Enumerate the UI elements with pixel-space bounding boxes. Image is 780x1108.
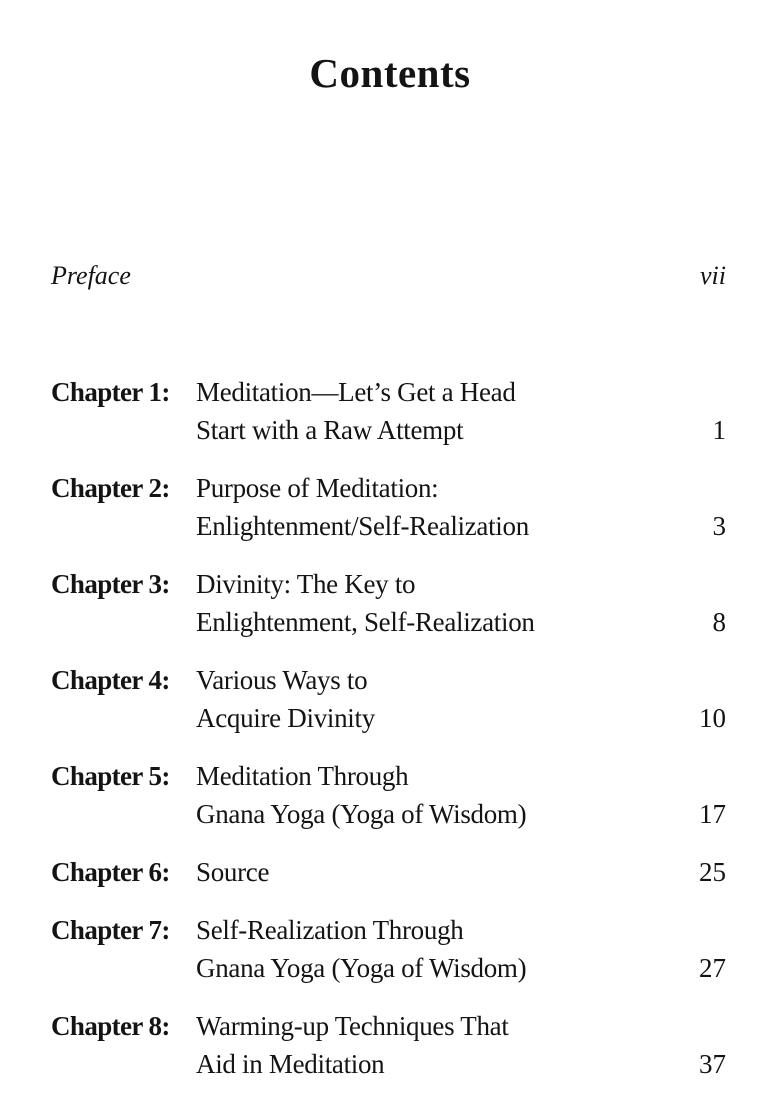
- chapter-title-line: Meditation Through: [196, 761, 409, 791]
- chapter-title-line: Start with a Raw Attempt: [196, 415, 464, 445]
- chapter-page-number: 27: [699, 953, 726, 983]
- chapter-title-line: Warming-up Techniques That: [196, 1011, 509, 1041]
- chapter-title-line: Various Ways to: [196, 665, 368, 695]
- chapter-page-number: 3: [712, 511, 726, 541]
- chapter-label: Chapter 3:: [51, 569, 170, 599]
- chapter-label: Chapter 7:: [51, 915, 170, 945]
- chapter-title-line: Source: [196, 857, 270, 887]
- chapter-title-line: Enlightenment, Self-Realization: [196, 607, 535, 637]
- toc-entry-chapter-8[interactable]: [51, 1007, 726, 1083]
- toc-entry-chapter-1[interactable]: [51, 373, 726, 449]
- chapter-title-line: Aid in Meditation: [196, 1049, 385, 1079]
- chapter-label: Chapter 6:: [51, 857, 170, 887]
- chapter-label: Chapter 8:: [51, 1011, 170, 1041]
- chapter-page-number: 1: [712, 415, 726, 445]
- chapter-title-line: Purpose of Meditation:: [196, 473, 439, 503]
- toc-entry-preface[interactable]: [51, 258, 726, 294]
- chapter-title-line: Self-Realization Through: [196, 915, 464, 945]
- chapter-title-line: Acquire Divinity: [196, 703, 375, 733]
- chapter-label: Chapter 4:: [51, 665, 170, 695]
- chapter-title-line: Gnana Yoga (Yoga of Wisdom): [196, 953, 527, 983]
- preface-page-number: vii: [700, 261, 726, 290]
- chapter-page-number: 8: [712, 607, 726, 637]
- chapter-title-line: Divinity: The Key to: [196, 569, 416, 599]
- chapter-label: Chapter 2:: [51, 473, 170, 503]
- chapter-page-number: 17: [699, 799, 726, 829]
- toc-entry-chapter-3[interactable]: [51, 565, 726, 641]
- chapter-title-line: Gnana Yoga (Yoga of Wisdom): [196, 799, 527, 829]
- chapter-label: Chapter 5:: [51, 761, 170, 791]
- toc-entry-chapter-2[interactable]: [51, 469, 726, 545]
- toc-entry-chapter-6[interactable]: [51, 853, 726, 891]
- toc-entry-chapter-5[interactable]: [51, 757, 726, 833]
- chapter-title-line: Meditation—Let’s Get a Head: [196, 377, 516, 407]
- toc-entry-chapter-4[interactable]: [51, 661, 726, 737]
- toc-entry-chapter-7[interactable]: [51, 911, 726, 987]
- chapter-page-number: 25: [699, 857, 726, 887]
- chapter-page-number: 10: [699, 703, 726, 733]
- table-of-contents: [51, 373, 726, 1103]
- chapter-label: Chapter 1:: [51, 377, 170, 407]
- chapter-page-number: 37: [699, 1049, 726, 1079]
- preface-label: Preface: [51, 261, 131, 290]
- page-title: Contents: [309, 50, 471, 97]
- chapter-title-line: Enlightenment/Self-Realization: [196, 511, 529, 541]
